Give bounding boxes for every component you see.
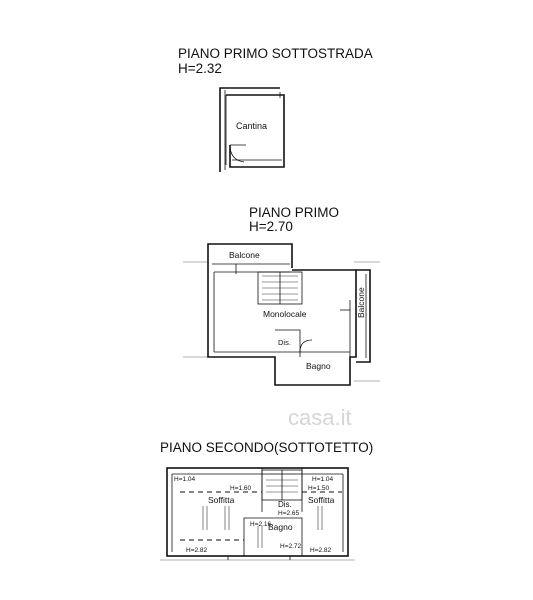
height-label-5: H=2.65 [278, 510, 300, 517]
room-label-dis-second: Dis. [278, 500, 292, 509]
room-label-balcone-side: Balcone [356, 287, 366, 318]
room-label-bagno-second: Bagno [268, 522, 293, 532]
first-floor-plan [183, 244, 380, 385]
height-label-4: H=1.50 [308, 485, 330, 492]
height-label-1: H=1.04 [174, 476, 196, 483]
height-label-9: H=2.82 [310, 547, 332, 554]
basement-title: PIANO PRIMO SOTTOSTRADA [178, 46, 373, 61]
room-label-bagno: Bagno [306, 361, 331, 371]
height-label-2: H=1.04 [312, 476, 334, 483]
watermark-text: casa.it [288, 405, 352, 430]
height-label-8: H=2.82 [186, 547, 208, 554]
height-label-3: H=1.60 [230, 485, 252, 492]
room-label-monolocale: Monolocale [263, 309, 307, 319]
height-label-7: H=2.72 [280, 543, 302, 550]
second-floor-title: PIANO SECONDO(SOTTOTETTO) [160, 440, 374, 455]
room-label-cantina: Cantina [236, 121, 268, 131]
room-label-balcone-top: Balcone [229, 250, 260, 260]
basement-plan [220, 88, 284, 172]
room-label-soffitta-left: Soffitta [208, 495, 235, 505]
room-label-soffitta-right: Soffitta [308, 495, 335, 505]
first-floor-height: H=2.70 [249, 219, 293, 234]
height-label-6: H=2.16 [250, 521, 272, 528]
room-label-dis: Dis. [278, 338, 291, 347]
basement-height: H=2.32 [178, 61, 222, 76]
first-floor-title: PIANO PRIMO [249, 205, 340, 220]
second-floor-plan [160, 468, 355, 560]
